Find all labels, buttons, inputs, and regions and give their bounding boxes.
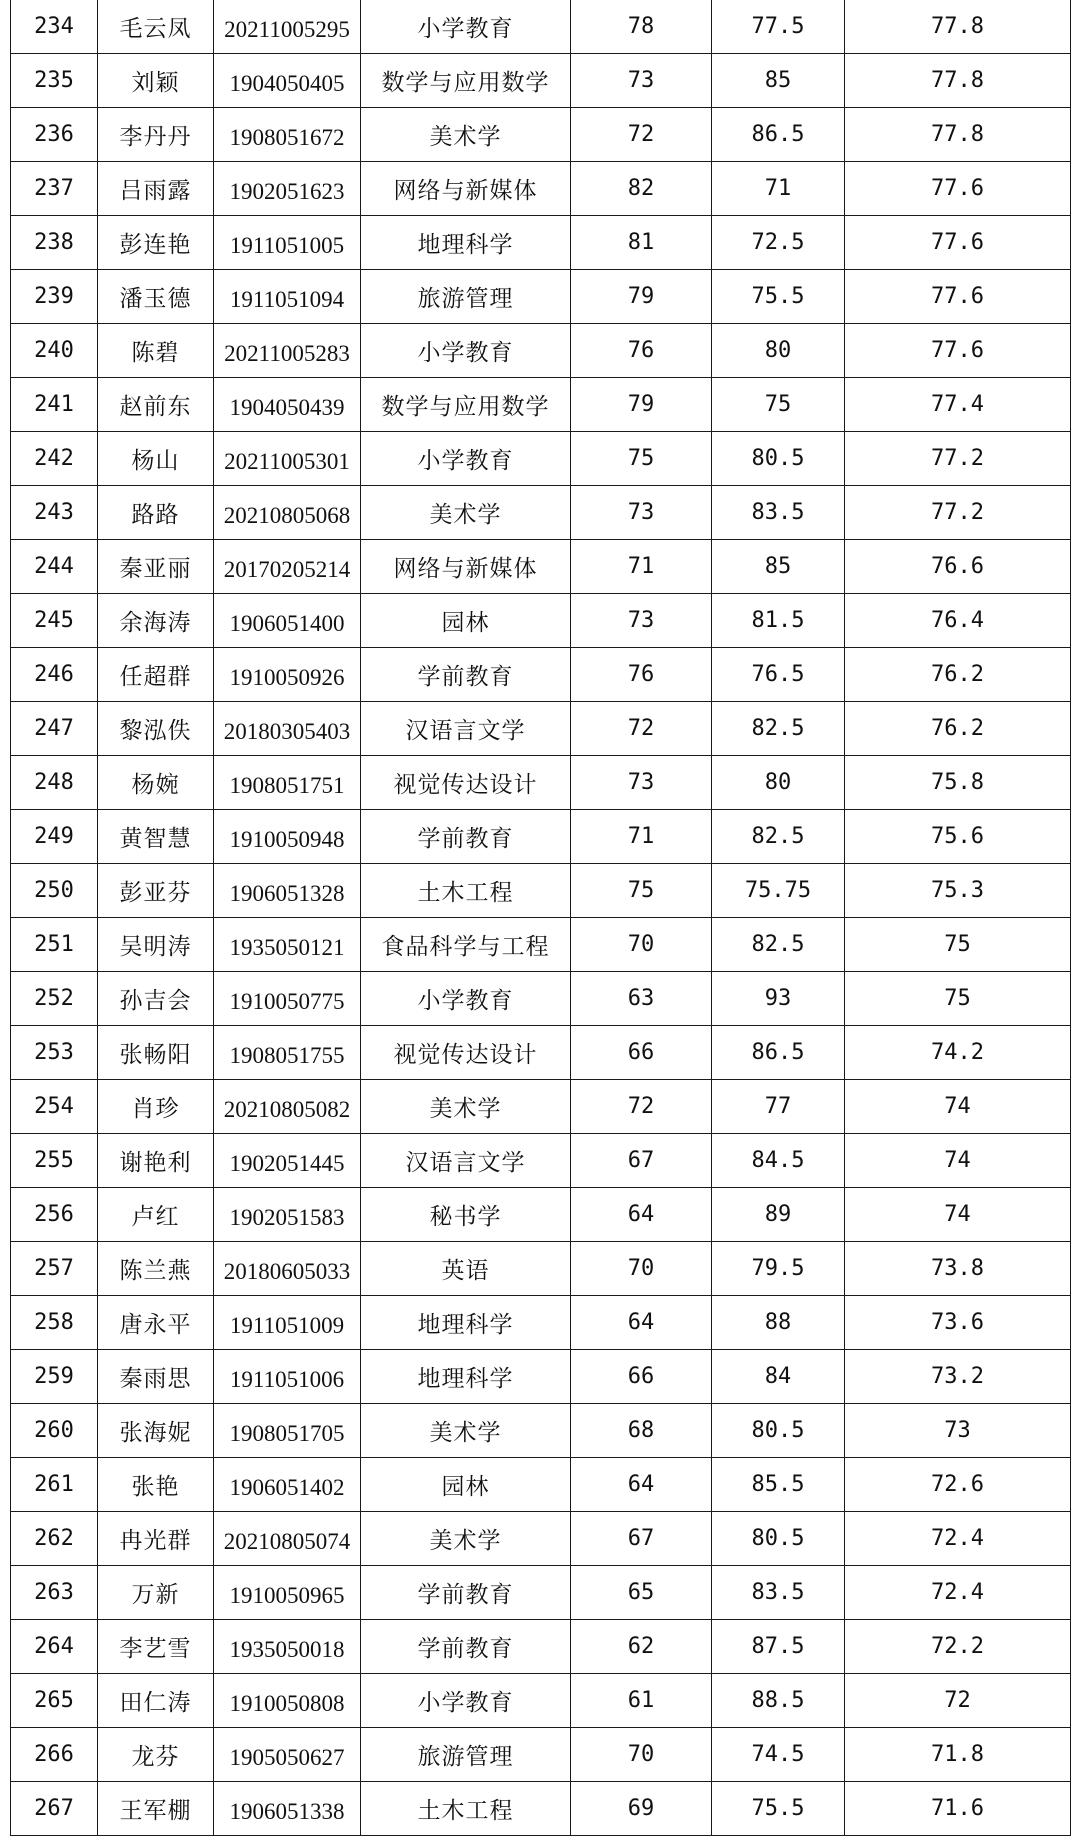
major-cell: 食品科学与工程 (361, 918, 571, 972)
major-cell: 地理科学 (361, 1350, 571, 1404)
major-cell: 汉语言文学 (361, 702, 571, 756)
row-number: 260 (11, 1404, 98, 1458)
score-2-cell: 83.5 (712, 486, 845, 540)
total-score-cell: 77.4 (845, 378, 1071, 432)
score-2-cell: 80 (712, 756, 845, 810)
score-2-cell: 82.5 (712, 810, 845, 864)
student-id-cell: 1908051672 (214, 108, 361, 162)
student-id-cell: 1910050775 (214, 972, 361, 1026)
score-2-cell: 75 (712, 378, 845, 432)
student-id-cell: 1910050926 (214, 648, 361, 702)
major-cell: 视觉传达设计 (361, 1026, 571, 1080)
major-cell: 英语 (361, 1242, 571, 1296)
student-id-cell: 1906051338 (214, 1782, 361, 1836)
table-row (11, 162, 1071, 216)
student-id-cell: 1935050121 (214, 918, 361, 972)
major-cell: 小学教育 (361, 432, 571, 486)
total-score-cell: 73 (845, 1404, 1071, 1458)
table-row (11, 1782, 1071, 1836)
row-number: 240 (11, 324, 98, 378)
student-id-cell: 1906051400 (214, 594, 361, 648)
total-score-cell: 73.6 (845, 1296, 1071, 1350)
total-score-cell: 77.8 (845, 0, 1071, 54)
table-row (11, 1026, 1071, 1080)
name-cell: 陈兰燕 (98, 1242, 214, 1296)
name-cell: 肖珍 (98, 1080, 214, 1134)
score-2-cell: 88.5 (712, 1674, 845, 1728)
major-cell: 小学教育 (361, 972, 571, 1026)
row-number: 259 (11, 1350, 98, 1404)
table-row (11, 1620, 1071, 1674)
table-row (11, 54, 1071, 108)
name-cell: 谢艳利 (98, 1134, 214, 1188)
name-cell: 刘颖 (98, 54, 214, 108)
student-id-cell: 1910050948 (214, 810, 361, 864)
score-1-cell: 67 (571, 1134, 712, 1188)
row-number: 258 (11, 1296, 98, 1350)
total-score-cell: 72.6 (845, 1458, 1071, 1512)
score-1-cell: 64 (571, 1296, 712, 1350)
total-score-cell: 77.6 (845, 270, 1071, 324)
name-cell: 陈碧 (98, 324, 214, 378)
total-score-cell: 75 (845, 918, 1071, 972)
name-cell: 龙芬 (98, 1728, 214, 1782)
score-2-cell: 80 (712, 324, 845, 378)
table-row (11, 540, 1071, 594)
row-number: 242 (11, 432, 98, 486)
name-cell: 孙吉会 (98, 972, 214, 1026)
score-2-cell: 81.5 (712, 594, 845, 648)
score-1-cell: 79 (571, 378, 712, 432)
name-cell: 余海涛 (98, 594, 214, 648)
name-cell: 秦雨思 (98, 1350, 214, 1404)
student-id-cell: 20210805068 (214, 486, 361, 540)
score-1-cell: 81 (571, 216, 712, 270)
major-cell: 网络与新媒体 (361, 162, 571, 216)
score-1-cell: 79 (571, 270, 712, 324)
major-cell: 园林 (361, 1458, 571, 1512)
row-number: 252 (11, 972, 98, 1026)
score-2-cell: 93 (712, 972, 845, 1026)
major-cell: 旅游管理 (361, 270, 571, 324)
name-cell: 路路 (98, 486, 214, 540)
major-cell: 土木工程 (361, 864, 571, 918)
name-cell: 王军棚 (98, 1782, 214, 1836)
student-id-cell: 1904050405 (214, 54, 361, 108)
score-1-cell: 73 (571, 594, 712, 648)
total-score-cell: 71.8 (845, 1728, 1071, 1782)
total-score-cell: 71.6 (845, 1782, 1071, 1836)
name-cell: 张海妮 (98, 1404, 214, 1458)
row-number: 261 (11, 1458, 98, 1512)
student-id-cell: 20211005283 (214, 324, 361, 378)
major-cell: 学前教育 (361, 1620, 571, 1674)
score-2-cell: 80.5 (712, 1404, 845, 1458)
major-cell: 美术学 (361, 1404, 571, 1458)
name-cell: 黄智慧 (98, 810, 214, 864)
row-number: 263 (11, 1566, 98, 1620)
score-2-cell: 82.5 (712, 702, 845, 756)
total-score-cell: 77.8 (845, 108, 1071, 162)
total-score-cell: 77.2 (845, 486, 1071, 540)
total-score-cell: 77.6 (845, 216, 1071, 270)
table-row (11, 810, 1071, 864)
table-row (11, 378, 1071, 432)
table-row (11, 1674, 1071, 1728)
score-1-cell: 72 (571, 702, 712, 756)
name-cell: 彭连艳 (98, 216, 214, 270)
row-number: 265 (11, 1674, 98, 1728)
table-row (11, 216, 1071, 270)
table-row (11, 324, 1071, 378)
row-number: 255 (11, 1134, 98, 1188)
score-1-cell: 68 (571, 1404, 712, 1458)
table-row (11, 1512, 1071, 1566)
table-row (11, 1566, 1071, 1620)
table-row (11, 1134, 1071, 1188)
name-cell: 杨婉 (98, 756, 214, 810)
score-2-cell: 72.5 (712, 216, 845, 270)
score-2-cell: 80.5 (712, 1512, 845, 1566)
major-cell: 土木工程 (361, 1782, 571, 1836)
total-score-cell: 73.2 (845, 1350, 1071, 1404)
student-id-cell: 1905050627 (214, 1728, 361, 1782)
table-row (11, 864, 1071, 918)
student-id-cell: 20211005301 (214, 432, 361, 486)
score-table (10, 0, 1071, 1836)
student-id-cell: 20210805074 (214, 1512, 361, 1566)
student-id-cell: 20180605033 (214, 1242, 361, 1296)
name-cell: 黎泓佚 (98, 702, 214, 756)
score-1-cell: 61 (571, 1674, 712, 1728)
score-2-cell: 87.5 (712, 1620, 845, 1674)
row-number: 254 (11, 1080, 98, 1134)
student-id-cell: 1911051005 (214, 216, 361, 270)
name-cell: 张艳 (98, 1458, 214, 1512)
major-cell: 小学教育 (361, 0, 571, 54)
total-score-cell: 75.6 (845, 810, 1071, 864)
score-1-cell: 76 (571, 324, 712, 378)
name-cell: 吴明涛 (98, 918, 214, 972)
table-row (11, 1188, 1071, 1242)
table-row (11, 594, 1071, 648)
total-score-cell: 77.6 (845, 162, 1071, 216)
major-cell: 地理科学 (361, 216, 571, 270)
score-2-cell: 76.5 (712, 648, 845, 702)
score-1-cell: 63 (571, 972, 712, 1026)
major-cell: 学前教育 (361, 1566, 571, 1620)
total-score-cell: 74 (845, 1134, 1071, 1188)
major-cell: 旅游管理 (361, 1728, 571, 1782)
table-row (11, 1242, 1071, 1296)
total-score-cell: 77.2 (845, 432, 1071, 486)
row-number: 266 (11, 1728, 98, 1782)
score-1-cell: 76 (571, 648, 712, 702)
name-cell: 冉光群 (98, 1512, 214, 1566)
score-1-cell: 73 (571, 486, 712, 540)
name-cell: 任超群 (98, 648, 214, 702)
row-number: 243 (11, 486, 98, 540)
score-1-cell: 75 (571, 864, 712, 918)
score-2-cell: 83.5 (712, 1566, 845, 1620)
student-id-cell: 1906051328 (214, 864, 361, 918)
student-id-cell: 1902051445 (214, 1134, 361, 1188)
name-cell: 唐永平 (98, 1296, 214, 1350)
row-number: 262 (11, 1512, 98, 1566)
total-score-cell: 77.6 (845, 324, 1071, 378)
score-2-cell: 77.5 (712, 0, 845, 54)
name-cell: 毛云凤 (98, 0, 214, 54)
table-row (11, 918, 1071, 972)
table-row (11, 1296, 1071, 1350)
score-1-cell: 65 (571, 1566, 712, 1620)
score-1-cell: 73 (571, 54, 712, 108)
total-score-cell: 72.4 (845, 1512, 1071, 1566)
row-number: 264 (11, 1620, 98, 1674)
score-1-cell: 73 (571, 756, 712, 810)
table-row (11, 1350, 1071, 1404)
row-number: 267 (11, 1782, 98, 1836)
table-row (11, 270, 1071, 324)
row-number: 246 (11, 648, 98, 702)
score-2-cell: 75.75 (712, 864, 845, 918)
major-cell: 学前教育 (361, 810, 571, 864)
score-2-cell: 86.5 (712, 1026, 845, 1080)
major-cell: 园林 (361, 594, 571, 648)
table-row (11, 648, 1071, 702)
total-score-cell: 73.8 (845, 1242, 1071, 1296)
score-2-cell: 84.5 (712, 1134, 845, 1188)
total-score-cell: 72 (845, 1674, 1071, 1728)
score-1-cell: 71 (571, 540, 712, 594)
score-2-cell: 86.5 (712, 108, 845, 162)
score-1-cell: 82 (571, 162, 712, 216)
score-1-cell: 72 (571, 108, 712, 162)
table-row (11, 108, 1071, 162)
table-row (11, 1080, 1071, 1134)
major-cell: 美术学 (361, 108, 571, 162)
row-number: 238 (11, 216, 98, 270)
student-id-cell: 1911051094 (214, 270, 361, 324)
score-1-cell: 62 (571, 1620, 712, 1674)
score-2-cell: 75.5 (712, 1782, 845, 1836)
score-1-cell: 66 (571, 1026, 712, 1080)
score-2-cell: 85 (712, 54, 845, 108)
student-id-cell: 1902051583 (214, 1188, 361, 1242)
major-cell: 秘书学 (361, 1188, 571, 1242)
name-cell: 李丹丹 (98, 108, 214, 162)
score-1-cell: 70 (571, 918, 712, 972)
name-cell: 李艺雪 (98, 1620, 214, 1674)
score-2-cell: 77 (712, 1080, 845, 1134)
name-cell: 张畅阳 (98, 1026, 214, 1080)
total-score-cell: 74 (845, 1080, 1071, 1134)
student-id-cell: 1911051006 (214, 1350, 361, 1404)
student-id-cell: 20180305403 (214, 702, 361, 756)
student-id-cell: 1908051755 (214, 1026, 361, 1080)
score-2-cell: 88 (712, 1296, 845, 1350)
score-2-cell: 75.5 (712, 270, 845, 324)
table-row (11, 972, 1071, 1026)
student-id-cell: 1902051623 (214, 162, 361, 216)
major-cell: 网络与新媒体 (361, 540, 571, 594)
row-number: 250 (11, 864, 98, 918)
total-score-cell: 76.2 (845, 702, 1071, 756)
score-2-cell: 85.5 (712, 1458, 845, 1512)
row-number: 248 (11, 756, 98, 810)
major-cell: 地理科学 (361, 1296, 571, 1350)
row-number: 249 (11, 810, 98, 864)
row-number: 251 (11, 918, 98, 972)
total-score-cell: 74 (845, 1188, 1071, 1242)
student-id-cell: 1935050018 (214, 1620, 361, 1674)
row-number: 239 (11, 270, 98, 324)
score-1-cell: 64 (571, 1188, 712, 1242)
row-number: 244 (11, 540, 98, 594)
row-number: 235 (11, 54, 98, 108)
table-row (11, 756, 1071, 810)
score-1-cell: 66 (571, 1350, 712, 1404)
total-score-cell: 76.2 (845, 648, 1071, 702)
score-1-cell: 64 (571, 1458, 712, 1512)
table-row (11, 0, 1071, 54)
major-cell: 汉语言文学 (361, 1134, 571, 1188)
name-cell: 彭亚芬 (98, 864, 214, 918)
score-1-cell: 69 (571, 1782, 712, 1836)
table-row (11, 1728, 1071, 1782)
total-score-cell: 75.3 (845, 864, 1071, 918)
student-id-cell: 1908051705 (214, 1404, 361, 1458)
total-score-cell: 75.8 (845, 756, 1071, 810)
major-cell: 数学与应用数学 (361, 378, 571, 432)
score-2-cell: 74.5 (712, 1728, 845, 1782)
student-id-cell: 1910050808 (214, 1674, 361, 1728)
name-cell: 万新 (98, 1566, 214, 1620)
total-score-cell: 76.4 (845, 594, 1071, 648)
total-score-cell: 75 (845, 972, 1071, 1026)
total-score-cell: 74.2 (845, 1026, 1071, 1080)
score-1-cell: 71 (571, 810, 712, 864)
score-2-cell: 84 (712, 1350, 845, 1404)
student-id-cell: 1911051009 (214, 1296, 361, 1350)
score-2-cell: 82.5 (712, 918, 845, 972)
total-score-cell: 77.8 (845, 54, 1071, 108)
student-id-cell: 1904050439 (214, 378, 361, 432)
name-cell: 吕雨露 (98, 162, 214, 216)
row-number: 241 (11, 378, 98, 432)
student-id-cell: 1906051402 (214, 1458, 361, 1512)
name-cell: 潘玉德 (98, 270, 214, 324)
score-2-cell: 89 (712, 1188, 845, 1242)
score-1-cell: 72 (571, 1080, 712, 1134)
table-row (11, 1404, 1071, 1458)
major-cell: 小学教育 (361, 1674, 571, 1728)
row-number: 253 (11, 1026, 98, 1080)
student-id-cell: 20170205214 (214, 540, 361, 594)
row-number: 234 (11, 0, 98, 54)
name-cell: 杨山 (98, 432, 214, 486)
row-number: 245 (11, 594, 98, 648)
total-score-cell: 76.6 (845, 540, 1071, 594)
total-score-cell: 72.4 (845, 1566, 1071, 1620)
score-1-cell: 70 (571, 1242, 712, 1296)
score-1-cell: 78 (571, 0, 712, 54)
name-cell: 秦亚丽 (98, 540, 214, 594)
table-body (11, 0, 1071, 1836)
major-cell: 视觉传达设计 (361, 756, 571, 810)
row-number: 257 (11, 1242, 98, 1296)
score-2-cell: 71 (712, 162, 845, 216)
student-id-cell: 20210805082 (214, 1080, 361, 1134)
total-score-cell: 72.2 (845, 1620, 1071, 1674)
name-cell: 赵前东 (98, 378, 214, 432)
table-row (11, 1458, 1071, 1512)
major-cell: 美术学 (361, 1080, 571, 1134)
row-number: 236 (11, 108, 98, 162)
student-id-cell: 20211005295 (214, 0, 361, 54)
score-2-cell: 85 (712, 540, 845, 594)
student-id-cell: 1910050965 (214, 1566, 361, 1620)
name-cell: 田仁涛 (98, 1674, 214, 1728)
major-cell: 美术学 (361, 1512, 571, 1566)
major-cell: 美术学 (361, 486, 571, 540)
score-1-cell: 75 (571, 432, 712, 486)
score-2-cell: 79.5 (712, 1242, 845, 1296)
name-cell: 卢红 (98, 1188, 214, 1242)
table-row (11, 486, 1071, 540)
row-number: 247 (11, 702, 98, 756)
table-row (11, 432, 1071, 486)
student-id-cell: 1908051751 (214, 756, 361, 810)
major-cell: 小学教育 (361, 324, 571, 378)
major-cell: 数学与应用数学 (361, 54, 571, 108)
major-cell: 学前教育 (361, 648, 571, 702)
row-number: 256 (11, 1188, 98, 1242)
score-1-cell: 67 (571, 1512, 712, 1566)
row-number: 237 (11, 162, 98, 216)
table-row (11, 702, 1071, 756)
score-1-cell: 70 (571, 1728, 712, 1782)
score-2-cell: 80.5 (712, 432, 845, 486)
